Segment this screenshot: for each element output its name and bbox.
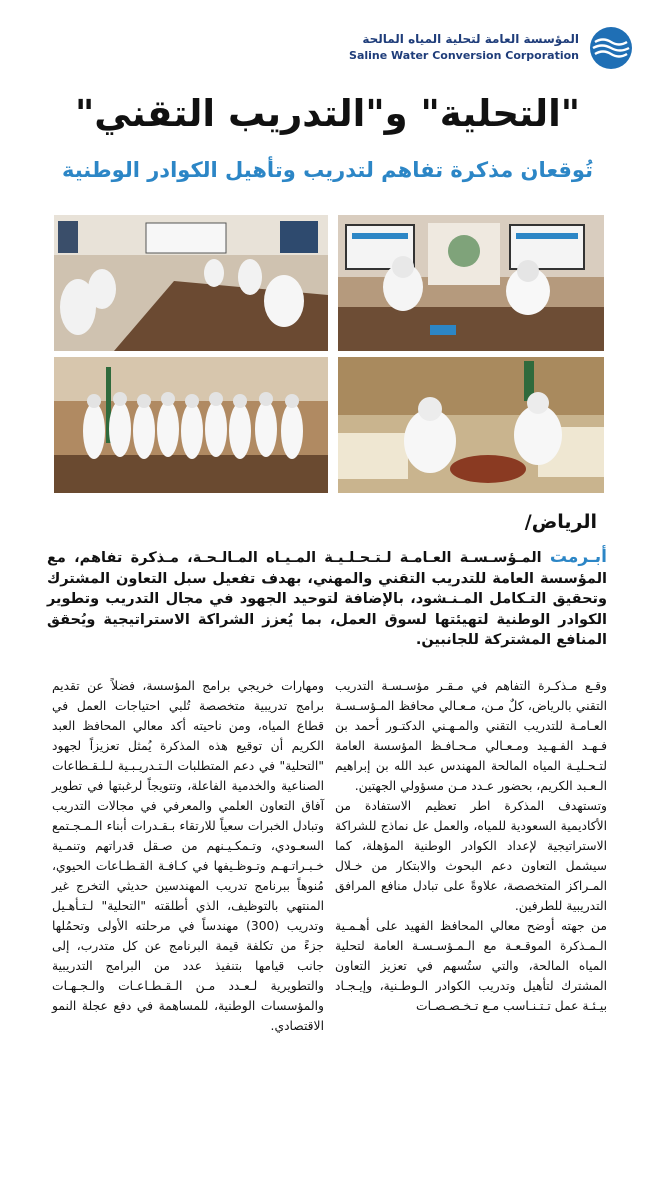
lead-paragraph: [47, 547, 607, 651]
article-title: "التحلية" و"التدريب التقني": [74, 92, 581, 135]
body-paragraph: وتستهدف المذكرة اطر تعظيم الاستفادة من الأكاديمية السعودية للمياه، والعمل عل نماذج للشراكة الاستراتيجية لإعداد الكوادر الوطنية المؤهلة، كما سيشمل التعاون دعم البحوث والابتكار من خـلال المـراكز المتخصصة، علاوةً على تبادل منافع المرافق التدريبية للطرفين.: [335, 799, 607, 913]
group-standing-photo: [54, 357, 328, 493]
header: [0, 0, 655, 78]
dateline: الرياض/: [524, 511, 597, 533]
majlis-photo: [338, 357, 604, 493]
org-name-arabic: المؤسسة العامة لتحلية المياه المالحة: [362, 32, 579, 46]
water-waves-logo-icon: [589, 26, 633, 70]
body-column-left: [52, 676, 324, 1036]
org-name-english: Saline Water Conversion Corporation: [349, 49, 579, 62]
body-paragraph: من جهته أوضح معالي المحافظ الفهيد على أهـمـية الـمـذكرة الموقـعـة مع الـمـؤسـسـة العامة لتحلية المياه المالحة، والتي ستُسهم في تعزيز التعاون المشترك لتأهيل وتدريب الكوادر الـوطـنية، وإيـجـاد بيـئـة عمل تـتـنـاسب مـع تـخـصـصـات: [335, 919, 607, 1013]
meeting-room-photo: [54, 215, 328, 351]
body-paragraph: ومهارات خريجي برامج المؤسسة، فضلاً عن تقديم برامج تدريبية متخصصة تُلبي احتياجات العمل في قطاع المياه، ومن ناحيته أكد معالي المحافظ العبد الكريم أن توقيع هذه المذكرة يُمثل تعزيزاً لجهود "التحلية" في دعم المتطلبات الـتـدريـبـية لـلـقـطاعات الصناعية والخدمية الفاعلة، وتتويجاً لرغبتها في تطوير آفاق التعاون العلمي والمعرفي في مجالات التدريب وتبادل الخبرات سعياً للارتقاء بـقـدرات أبناء الـمـجـتمع السعـودي، وتـمكـيـنهم من صـقل قدراتهم وتنمـية خـبـراتـهـم وتـوظـيفها في كـافـة القـطـاعات الحيوي، مُنوهاً ببرنامج تدريب المهندسين حديثي التخرج غير المنتهي بالتوظيف، الذي أطلقته "التحلية" لـتـأهـيل وتدريب (300) مهندساً في مرحلته الأولى وتحمُلها جزءً من تكلفة قيمة البرنامج عن كل متدرب، إلى جانب قيامها بتنفيذ عدد من البرامج التدريبية والتطويرية لـعـدد مـن الـقـطـاعـات والـجـهـات والمؤسسات الوطنية، للمساهمة في دفع عجلة النمو الاقتصادي.: [52, 679, 324, 1033]
body-column-right: [335, 676, 607, 1016]
lead-text: المـؤسـسـة العـامـة لـتـحـلـيـة المـيـاه المـالـحـة، مـذكرة تفاهم، مع المؤسسة العامة للتدريب التقني والمهني، بهدف تفعيل سبل التعاون المشترك وتحقيق التـكامل المـنـشود، بالإضافة لتوحيد الجهود في مجال التدريب وتطوير الكوادر الوطنية لتهيئتها لسوق العمل، بما يُعزز الشراكة الاستراتيجية ويُحقق المنافع المشتركة للجانبين.: [47, 550, 607, 648]
lead-first-word: أبـرمت: [549, 547, 607, 567]
article-subtitle: تُوقعان مذكرة تفاهم لتدريب وتأهيل الكوادر الوطنية: [62, 158, 593, 182]
body-paragraph: وقـع مـذكـرة التفاهم في مـقـر مؤسـسـة التدريب التقني بالرياض، كلٌ مـن، مـعـالي محافظ المـؤسـسـة العـامـة للتدريب التقني والمـهـني الدكتـور أحمد بن فـهـد الفـهـيد ومـعـالي مـحـافـظ المؤسسة العامة لتـحـليـة المياه المالحة المهندس عبد الله بن إبراهيم الـعـبد الكريم، بحضور عـدد مـن مسؤولي الجهتين.: [335, 679, 607, 793]
signing-photo: [338, 215, 604, 351]
